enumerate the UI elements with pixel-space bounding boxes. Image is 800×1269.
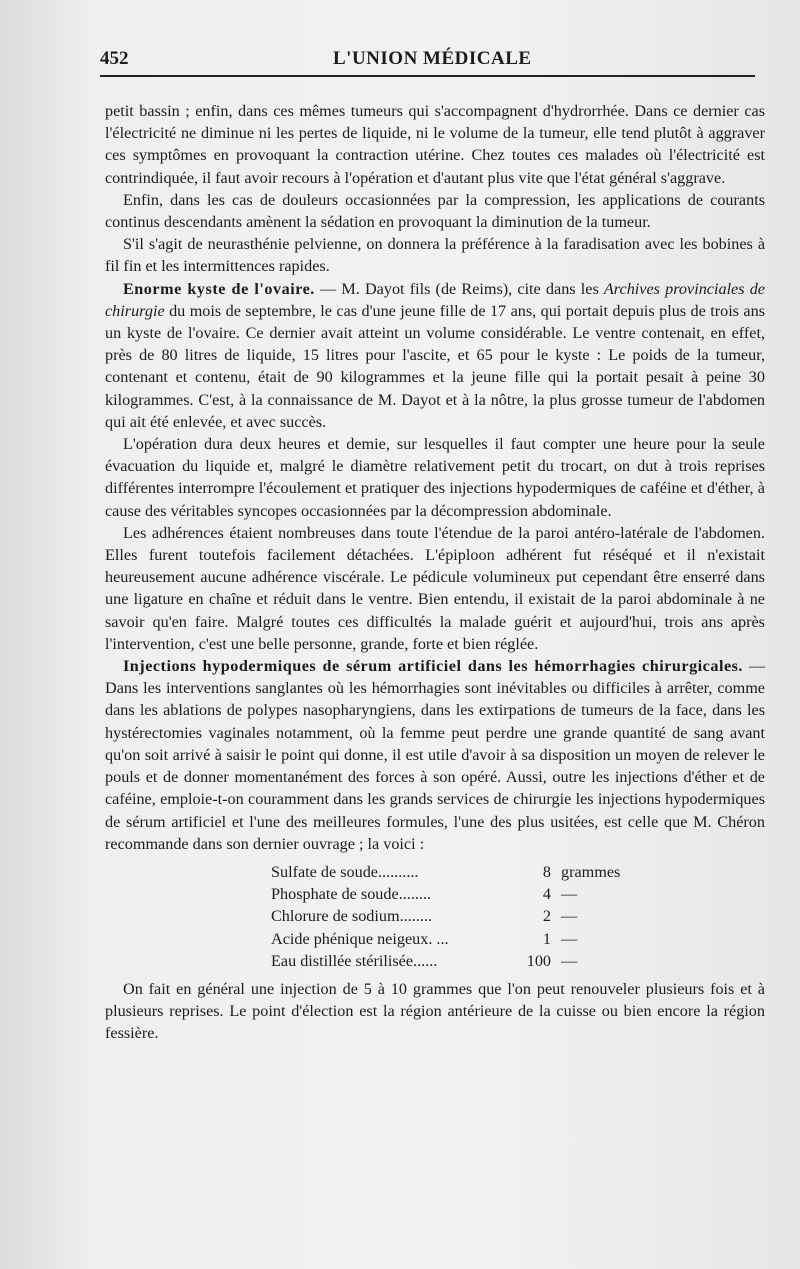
page-number: 452 xyxy=(100,48,129,69)
ingredient-unit: — xyxy=(561,885,578,904)
section-text: — Dans les interventions sanglantes où les hémorrhagies sont inévitables ou difficiles à arrêter, comme dans les ablations de polypes nasopharyngiens, dans les extirpations de tumeurs de la face, dans les hystérectomies vaginales notamment, où la femme peut perdre une grande quantité de sang avant qu'on soit arrivé à saisir le point qui donne, il est utile d'avoir à sa disposition un moyen de relever le pouls et de donner momentanément des forces à son opéré. Aussi, outre les injections d'éther et de caféine, emploie-t-on couramment dans les grands services de chirurgie les injections hypodermiques de sérum artificiel et l'une des meilleures formules, l'une des plus usitées, est celle que M. Chéron recommande dans son dernier ouvrage ; la voici : xyxy=(105,657,766,853)
journal-citation: Archives provinciales de chirurgie xyxy=(105,279,765,320)
section-heading: Injections hypodermiques de sérum artificiel dans les hémorrhagies chirurgicales. xyxy=(123,657,743,676)
paragraph: S'il s'agit de neurasthénie pelvienne, on donnera la préférence à la faradisation avec les bobines à fil fin et les intermittences rapides. xyxy=(105,235,765,276)
ingredient-name: Chlorure de sodium........ xyxy=(271,907,432,926)
ingredient-name: Phosphate de soude........ xyxy=(271,885,432,904)
ingredient-unit: — xyxy=(561,951,578,970)
ingredient-quantity: 1 xyxy=(542,929,551,948)
header-rule xyxy=(100,75,755,77)
ingredient-quantity: 2 xyxy=(542,907,551,926)
journal-title: L'UNION MÉDICALE xyxy=(333,48,532,69)
ingredient-name: Sulfate de soude.......... xyxy=(271,862,419,881)
article-body xyxy=(105,100,765,1045)
paragraph: Enfin, dans les cas de douleurs occasionnées par la compression, les applications de courants continus descendants amènent la sédation en provoquant la diminution de la tumeur. xyxy=(105,190,765,232)
ingredient-unit: grammes xyxy=(561,862,621,881)
paragraph: On fait en général une injection de 5 à 10 grammes que l'on peut renouveler plusieurs fois et à plusieurs reprises. Le point d'élection est la région antérieure de la cuisse ou bien encore la région fessière. xyxy=(105,979,765,1043)
formula-table xyxy=(271,861,620,972)
formula-row xyxy=(271,928,620,950)
section-serum-injections xyxy=(105,655,765,855)
paragraph: petit bassin ; enfin, dans ces mêmes tumeurs qui s'accompagnent d'hydrorrhée. Dans ce dernier cas l'électricité ne diminue ni les pertes de liquide, ni le volume de la tumeur, elle tend plutôt à aggraver ces symptômes en provoquant la contraction utérine. Chez toutes ces malades où l'électricité est contrindiquée, il faut avoir recours à l'opération et d'autant plus vite que l'état général s'aggrave. xyxy=(105,102,765,187)
ingredient-name: Eau distillée stérilisée...... xyxy=(271,951,438,970)
ingredient-quantity: 4 xyxy=(542,885,551,904)
formula-row xyxy=(271,861,620,883)
paragraph: Les adhérences étaient nombreuses dans toute l'étendue de la paroi antéro-latérale de l'abdomen. Elles furent toutefois facilement détachées. L'épiploon adhérent fut réséqué et il n'existait heureusement aucune adhérence viscérale. Le pédicule volumineux put cependant être enserré dans une ligature en chaîne et réduit dans le ventre. Bien entendu, il existait de la paroi abdominale à ne savoir qu'en faire. Malgré toutes ces difficultés la malade guérit et aujourd'hui, trois ans après l'intervention, c'est une belle personne, grande, forte et bien réglée. xyxy=(105,523,765,653)
formula-row xyxy=(271,883,620,905)
ingredient-unit: — xyxy=(561,907,578,926)
ingredient-quantity: 100 xyxy=(526,951,551,970)
formula-row xyxy=(271,950,620,972)
ingredient-unit: — xyxy=(561,929,578,948)
section-heading: Enorme kyste de l'ovaire. xyxy=(123,279,315,298)
page-header xyxy=(100,44,760,74)
section-ovary-cyst xyxy=(105,278,765,433)
ingredient-quantity: 8 xyxy=(542,862,551,881)
paragraph: L'opération dura deux heures et demie, sur lesquelles il faut compter une heure pour la seule évacuation du liquide et, malgré le diamètre relativement petit du trocart, on dut à trois reprises différentes interrompre l'écoulement et pratiquer des injections hypodermiques de caféine et d'éther, à cause des véritables syncopes occasionnées par la décompression abdominale. xyxy=(105,435,765,520)
section-text: du mois de septembre, le cas d'une jeune fille de 17 ans, qui portait depuis plus de trois ans un kyste de l'ovaire. Ce dernier avait atteint un volume considérable. Le ventre contenait, en effet, près de 80 litres de liquide, 15 litres pour l'ascite, et 65 pour le kyste : Le poids de la tumeur, contenant et contenu, était de 90 kilogrammes et la jeune fille qui la portait pesait à peine 30 kilogrammes. C'est, à la connaissance de M. Dayot et à la nôtre, la plus grosse tumeur de l'abdomen qui ait été enlevée, et avec succès. xyxy=(105,301,765,431)
formula-row xyxy=(271,905,620,927)
ingredient-name: Acide phénique neigeux. ... xyxy=(271,929,449,948)
section-text: — M. Dayot fils (de Reims), cite dans les xyxy=(314,279,604,298)
